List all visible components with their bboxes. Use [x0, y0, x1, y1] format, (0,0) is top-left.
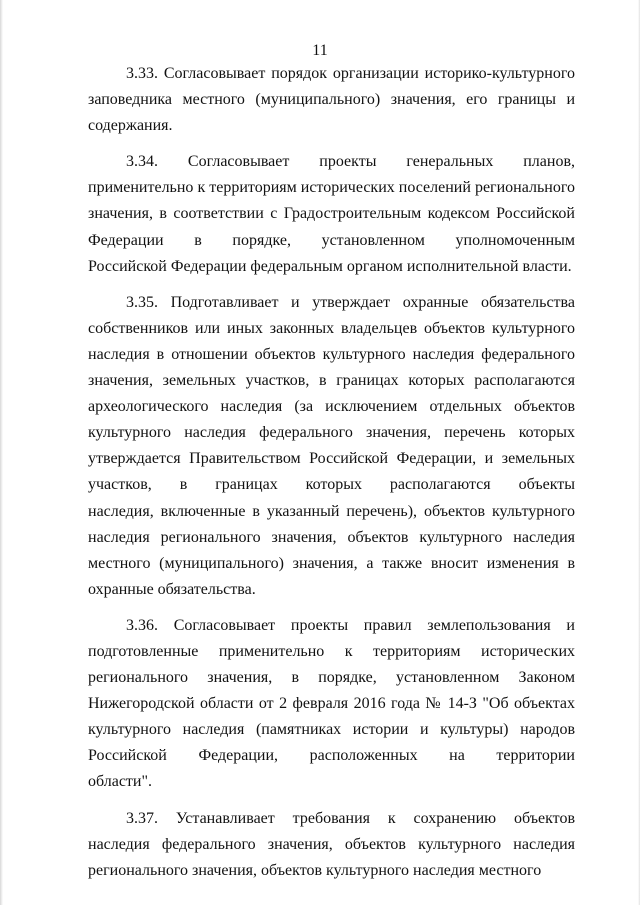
text-line: Российской Федерации федеральным органом исполнительной власти.: [88, 257, 572, 275]
paragraph-3-33: [88, 61, 575, 139]
text-line: регионального значения, объектов культурного наследия местного: [88, 861, 542, 879]
text-line: наследия в отношении объектов культурного наследия федерального: [88, 345, 575, 363]
text-line: охранные обязательства.: [88, 580, 256, 598]
paragraph-3-36: [88, 613, 575, 796]
text-line: области".: [88, 773, 153, 791]
text-line: Федерации в порядке, установленном уполномоченным: [88, 231, 575, 249]
text-line: Российской Федерации, расположенных на территории: [88, 747, 575, 765]
text-line: 3.33. Согласовывает порядок организации историко-культурного: [126, 65, 575, 82]
text-line: наследия регионального значения, объектов культурного наследия: [88, 528, 575, 546]
text-line: значения, земельных участков, в границах которых располагаются: [88, 372, 575, 390]
text-line: культурного наследия федерального значения, перечень которых: [88, 424, 575, 442]
text-line: применительно к территориям исторических поселений регионального: [88, 179, 575, 197]
text-line: местного (муниципального) значения, а также вносит изменения в: [88, 554, 575, 572]
paragraph-3-34: [88, 149, 575, 279]
text-line: 3.37. Устанавливает требования к сохранению объектов: [126, 809, 575, 827]
paragraph-3-37: [88, 806, 575, 884]
text-line: подготовленные применительно к территориям исторических: [88, 642, 575, 660]
text-line: наследия, включенные в указанный перечень), объектов культурного: [88, 502, 575, 520]
document-body: [88, 61, 575, 884]
text-line: утверждается Правительством Российской Федерации, и земельных: [88, 450, 575, 468]
page-number: 11: [312, 42, 328, 59]
text-line: собственников или иных законных владельцев объектов культурного: [88, 319, 575, 337]
text-line: 3.36. Согласовывает проекты правил землепользования и: [126, 616, 575, 634]
text-line: Нижегородской области от 2 февраля 2016 года № 14-З "Об объектах: [88, 695, 575, 713]
text-line: содержания.: [88, 117, 173, 135]
paragraph-3-35: [88, 290, 575, 603]
text-line: 3.34. Согласовывает проекты генеральных планов,: [126, 153, 575, 171]
text-line: значения, в соответствии с Градостроительным кодексом Российской: [88, 205, 575, 223]
text-line: наследия федерального значения, объектов культурного наследия: [88, 835, 575, 853]
text-line: культурного наследия (памятниках истории и культуры) народов: [88, 721, 575, 739]
text-line: 3.35. Подготавливает и утверждает охранные обязательства: [126, 293, 575, 311]
text-line: заповедника местного (муниципального) значения, его границы и: [88, 91, 575, 109]
text-line: участков, в границах которых располагаются объекты: [88, 476, 575, 494]
text-line: регионального значения, в порядке, установленном Законом: [88, 669, 575, 687]
scan-edge-left: [0, 0, 3, 905]
text-line: археологического наследия (за исключением отдельных объектов: [88, 398, 575, 416]
